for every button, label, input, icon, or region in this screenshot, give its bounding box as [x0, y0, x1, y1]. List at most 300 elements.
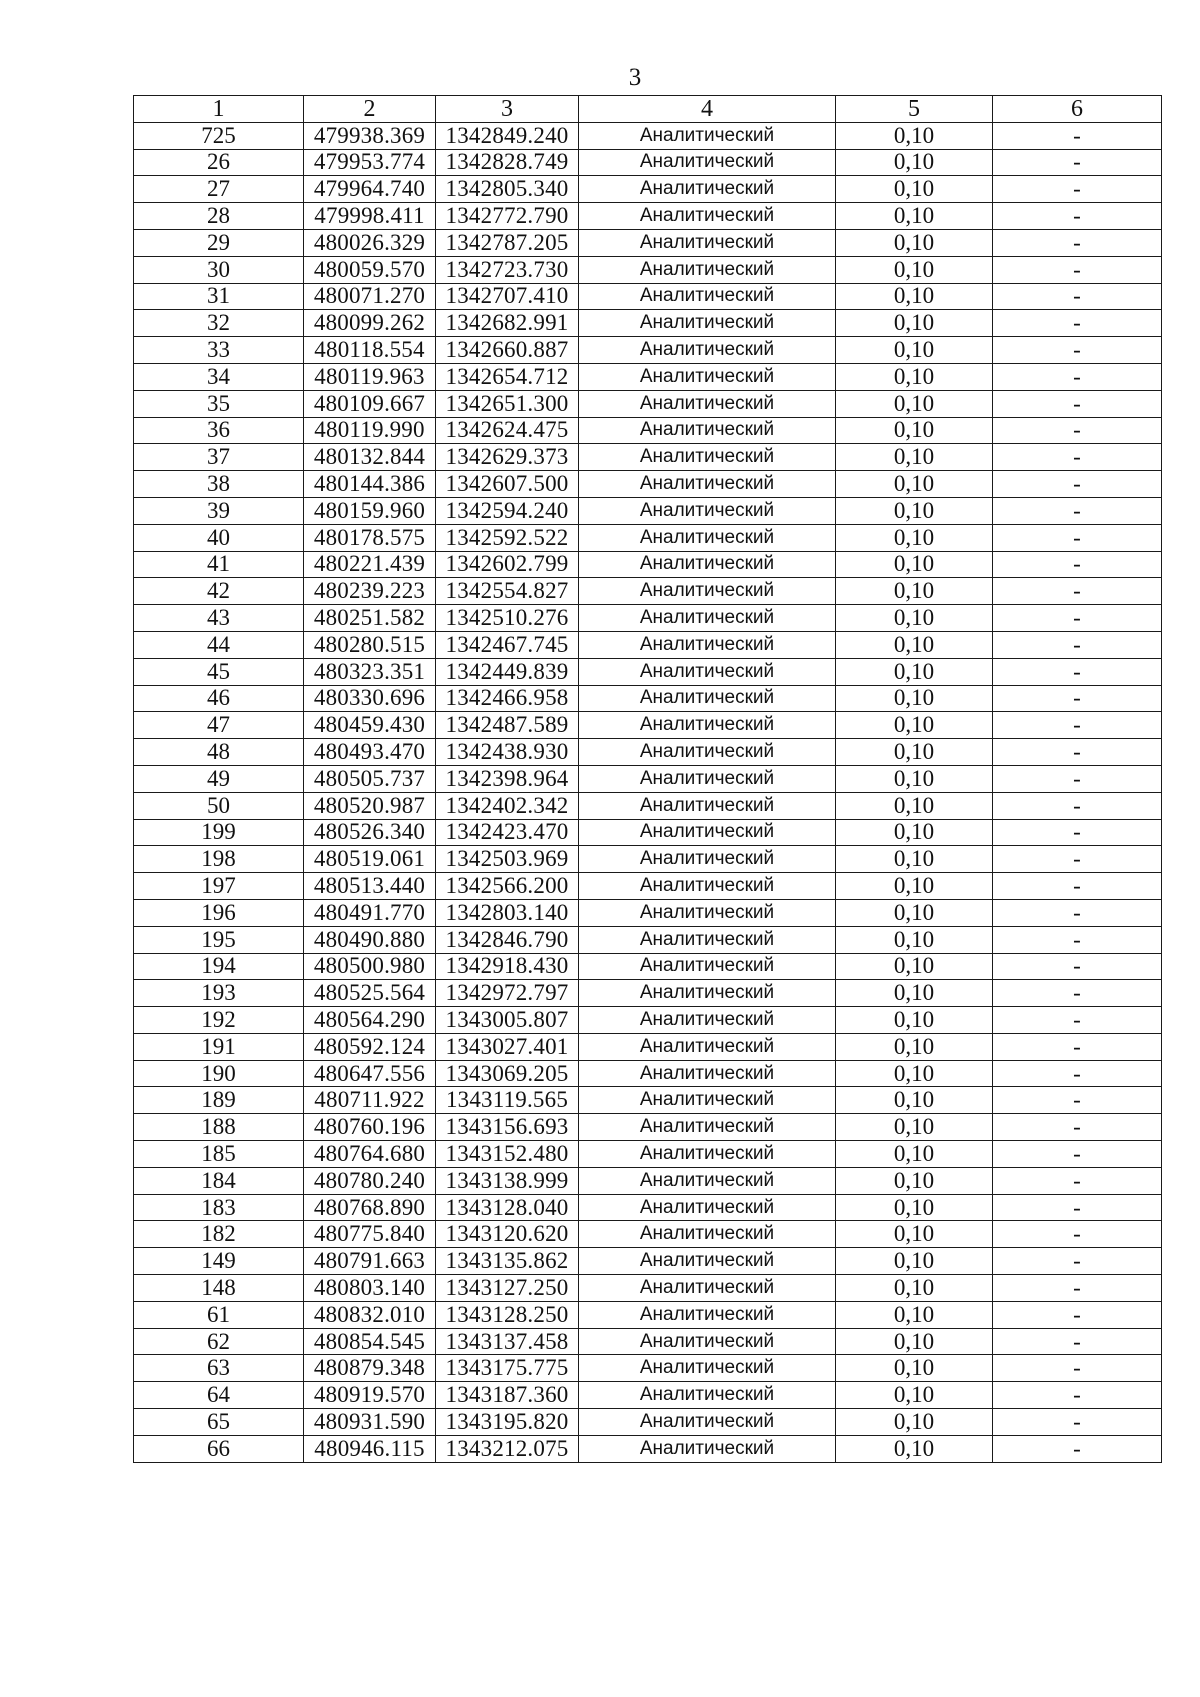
point-number-cell: 62	[134, 1328, 304, 1355]
point-number-cell: 194	[134, 953, 304, 980]
accuracy-cell: 0,10	[836, 578, 993, 605]
y-coordinate-cell: 1342918.430	[436, 953, 579, 980]
note-cell: -	[993, 605, 1162, 632]
y-coordinate-cell: 1342503.969	[436, 846, 579, 873]
y-coordinate-cell: 1342972.797	[436, 980, 579, 1007]
accuracy-cell: 0,10	[836, 846, 993, 873]
table-row	[134, 685, 1162, 712]
x-coordinate-cell: 480491.770	[304, 899, 436, 926]
point-number-cell: 46	[134, 685, 304, 712]
x-coordinate-cell: 480760.196	[304, 1114, 436, 1141]
y-coordinate-cell: 1343069.205	[436, 1060, 579, 1087]
method-cell: Аналитический	[579, 1087, 836, 1114]
point-number-cell: 40	[134, 524, 304, 551]
table-row	[134, 1194, 1162, 1221]
note-cell: -	[993, 739, 1162, 766]
method-cell: Аналитический	[579, 819, 836, 846]
accuracy-cell: 0,10	[836, 256, 993, 283]
accuracy-cell: 0,10	[836, 310, 993, 337]
note-cell: -	[993, 1114, 1162, 1141]
x-coordinate-cell: 480490.880	[304, 926, 436, 953]
note-cell: -	[993, 1221, 1162, 1248]
x-coordinate-cell: 480520.987	[304, 792, 436, 819]
method-cell: Аналитический	[579, 256, 836, 283]
note-cell: -	[993, 792, 1162, 819]
note-cell: -	[993, 873, 1162, 900]
accuracy-cell: 0,10	[836, 658, 993, 685]
column-header: 3	[436, 96, 579, 123]
method-cell: Аналитический	[579, 765, 836, 792]
table-row	[134, 524, 1162, 551]
table-row	[134, 658, 1162, 685]
y-coordinate-cell: 1343119.565	[436, 1087, 579, 1114]
y-coordinate-cell: 1342467.745	[436, 631, 579, 658]
x-coordinate-cell: 480239.223	[304, 578, 436, 605]
y-coordinate-cell: 1342787.205	[436, 229, 579, 256]
note-cell: -	[993, 953, 1162, 980]
point-number-cell: 28	[134, 203, 304, 230]
method-cell: Аналитический	[579, 792, 836, 819]
y-coordinate-cell: 1342607.500	[436, 471, 579, 498]
y-coordinate-cell: 1342624.475	[436, 417, 579, 444]
method-cell: Аналитический	[579, 712, 836, 739]
note-cell: -	[993, 497, 1162, 524]
y-coordinate-cell: 1342846.790	[436, 926, 579, 953]
note-cell: -	[993, 524, 1162, 551]
table-row	[134, 176, 1162, 203]
method-cell: Аналитический	[579, 1301, 836, 1328]
point-number-cell: 195	[134, 926, 304, 953]
accuracy-cell: 0,10	[836, 1382, 993, 1409]
table-row	[134, 203, 1162, 230]
method-cell: Аналитический	[579, 1435, 836, 1462]
table-row	[134, 1007, 1162, 1034]
x-coordinate-cell: 480592.124	[304, 1033, 436, 1060]
x-coordinate-cell: 480946.115	[304, 1435, 436, 1462]
accuracy-cell: 0,10	[836, 1167, 993, 1194]
x-coordinate-cell: 480099.262	[304, 310, 436, 337]
method-cell: Аналитический	[579, 578, 836, 605]
y-coordinate-cell: 1342651.300	[436, 390, 579, 417]
accuracy-cell: 0,10	[836, 739, 993, 766]
x-coordinate-cell: 480132.844	[304, 444, 436, 471]
point-number-cell: 191	[134, 1033, 304, 1060]
method-cell: Аналитический	[579, 229, 836, 256]
table-row	[134, 1087, 1162, 1114]
point-number-cell: 44	[134, 631, 304, 658]
y-coordinate-cell: 1342849.240	[436, 122, 579, 149]
x-coordinate-cell: 480109.667	[304, 390, 436, 417]
point-number-cell: 188	[134, 1114, 304, 1141]
y-coordinate-cell: 1342466.958	[436, 685, 579, 712]
note-cell: -	[993, 631, 1162, 658]
x-coordinate-cell: 480059.570	[304, 256, 436, 283]
note-cell: -	[993, 310, 1162, 337]
accuracy-cell: 0,10	[836, 926, 993, 953]
table-row	[134, 1301, 1162, 1328]
method-cell: Аналитический	[579, 363, 836, 390]
method-cell: Аналитический	[579, 739, 836, 766]
x-coordinate-cell: 480768.890	[304, 1194, 436, 1221]
method-cell: Аналитический	[579, 1409, 836, 1436]
y-coordinate-cell: 1343027.401	[436, 1033, 579, 1060]
table-row	[134, 1033, 1162, 1060]
point-number-cell: 34	[134, 363, 304, 390]
column-header: 5	[836, 96, 993, 123]
point-number-cell: 183	[134, 1194, 304, 1221]
table-row	[134, 149, 1162, 176]
accuracy-cell: 0,10	[836, 1194, 993, 1221]
table-row	[134, 1382, 1162, 1409]
table-row	[134, 819, 1162, 846]
accuracy-cell: 0,10	[836, 1301, 993, 1328]
note-cell: -	[993, 1060, 1162, 1087]
x-coordinate-cell: 480493.470	[304, 739, 436, 766]
table-row	[134, 953, 1162, 980]
method-cell: Аналитический	[579, 337, 836, 364]
note-cell: -	[993, 256, 1162, 283]
table-row	[134, 363, 1162, 390]
y-coordinate-cell: 1342402.342	[436, 792, 579, 819]
table-row	[134, 899, 1162, 926]
table-row	[134, 631, 1162, 658]
table-row	[134, 471, 1162, 498]
point-number-cell: 189	[134, 1087, 304, 1114]
y-coordinate-cell: 1342487.589	[436, 712, 579, 739]
point-number-cell: 27	[134, 176, 304, 203]
x-coordinate-cell: 480513.440	[304, 873, 436, 900]
y-coordinate-cell: 1343137.458	[436, 1328, 579, 1355]
y-coordinate-cell: 1342707.410	[436, 283, 579, 310]
point-number-cell: 42	[134, 578, 304, 605]
point-number-cell: 48	[134, 739, 304, 766]
y-coordinate-cell: 1342828.749	[436, 149, 579, 176]
note-cell: -	[993, 283, 1162, 310]
accuracy-cell: 0,10	[836, 605, 993, 632]
method-cell: Аналитический	[579, 953, 836, 980]
x-coordinate-cell: 480564.290	[304, 1007, 436, 1034]
y-coordinate-cell: 1342682.991	[436, 310, 579, 337]
y-coordinate-cell: 1343120.620	[436, 1221, 579, 1248]
y-coordinate-cell: 1343152.480	[436, 1141, 579, 1168]
point-number-cell: 197	[134, 873, 304, 900]
y-coordinate-cell: 1342654.712	[436, 363, 579, 390]
accuracy-cell: 0,10	[836, 229, 993, 256]
x-coordinate-cell: 480647.556	[304, 1060, 436, 1087]
accuracy-cell: 0,10	[836, 899, 993, 926]
accuracy-cell: 0,10	[836, 337, 993, 364]
x-coordinate-cell: 480505.737	[304, 765, 436, 792]
x-coordinate-cell: 479953.774	[304, 149, 436, 176]
x-coordinate-cell: 480919.570	[304, 1382, 436, 1409]
x-coordinate-cell: 480791.663	[304, 1248, 436, 1275]
note-cell: -	[993, 578, 1162, 605]
x-coordinate-cell: 480931.590	[304, 1409, 436, 1436]
method-cell: Аналитический	[579, 203, 836, 230]
accuracy-cell: 0,10	[836, 203, 993, 230]
x-coordinate-cell: 480711.922	[304, 1087, 436, 1114]
accuracy-cell: 0,10	[836, 1114, 993, 1141]
note-cell: -	[993, 980, 1162, 1007]
x-coordinate-cell: 480525.564	[304, 980, 436, 1007]
method-cell: Аналитический	[579, 1141, 836, 1168]
point-number-cell: 64	[134, 1382, 304, 1409]
table-row	[134, 229, 1162, 256]
table-row	[134, 1328, 1162, 1355]
note-cell: -	[993, 658, 1162, 685]
note-cell: -	[993, 1409, 1162, 1436]
method-cell: Аналитический	[579, 551, 836, 578]
method-cell: Аналитический	[579, 176, 836, 203]
method-cell: Аналитический	[579, 471, 836, 498]
method-cell: Аналитический	[579, 1167, 836, 1194]
note-cell: -	[993, 551, 1162, 578]
point-number-cell: 31	[134, 283, 304, 310]
method-cell: Аналитический	[579, 1248, 836, 1275]
point-number-cell: 63	[134, 1355, 304, 1382]
point-number-cell: 65	[134, 1409, 304, 1436]
note-cell: -	[993, 1141, 1162, 1168]
x-coordinate-cell: 480500.980	[304, 953, 436, 980]
method-cell: Аналитический	[579, 899, 836, 926]
x-coordinate-cell: 480071.270	[304, 283, 436, 310]
table-header-row	[134, 96, 1162, 123]
y-coordinate-cell: 1343135.862	[436, 1248, 579, 1275]
table-row	[134, 283, 1162, 310]
method-cell: Аналитический	[579, 283, 836, 310]
x-coordinate-cell: 480832.010	[304, 1301, 436, 1328]
table-row	[134, 1141, 1162, 1168]
x-coordinate-cell: 480854.545	[304, 1328, 436, 1355]
x-coordinate-cell: 480323.351	[304, 658, 436, 685]
y-coordinate-cell: 1342602.799	[436, 551, 579, 578]
x-coordinate-cell: 480178.575	[304, 524, 436, 551]
note-cell: -	[993, 1248, 1162, 1275]
table-row	[134, 712, 1162, 739]
table-row	[134, 310, 1162, 337]
note-cell: -	[993, 203, 1162, 230]
table-row	[134, 765, 1162, 792]
x-coordinate-cell: 480144.386	[304, 471, 436, 498]
table-row	[134, 417, 1162, 444]
accuracy-cell: 0,10	[836, 792, 993, 819]
x-coordinate-cell: 480026.329	[304, 229, 436, 256]
y-coordinate-cell: 1343187.360	[436, 1382, 579, 1409]
method-cell: Аналитический	[579, 390, 836, 417]
note-cell: -	[993, 337, 1162, 364]
table-row	[134, 1275, 1162, 1302]
y-coordinate-cell: 1343156.693	[436, 1114, 579, 1141]
x-coordinate-cell: 480526.340	[304, 819, 436, 846]
x-coordinate-cell: 480459.430	[304, 712, 436, 739]
point-number-cell: 38	[134, 471, 304, 498]
point-number-cell: 30	[134, 256, 304, 283]
note-cell: -	[993, 471, 1162, 498]
point-number-cell: 32	[134, 310, 304, 337]
table-row	[134, 926, 1162, 953]
x-coordinate-cell: 479938.369	[304, 122, 436, 149]
accuracy-cell: 0,10	[836, 176, 993, 203]
method-cell: Аналитический	[579, 1194, 836, 1221]
point-number-cell: 33	[134, 337, 304, 364]
note-cell: -	[993, 1167, 1162, 1194]
point-number-cell: 43	[134, 605, 304, 632]
note-cell: -	[993, 1275, 1162, 1302]
table-row	[134, 1221, 1162, 1248]
x-coordinate-cell: 480280.515	[304, 631, 436, 658]
point-number-cell: 50	[134, 792, 304, 819]
table-row	[134, 578, 1162, 605]
method-cell: Аналитический	[579, 658, 836, 685]
y-coordinate-cell: 1343127.250	[436, 1275, 579, 1302]
table-row	[134, 444, 1162, 471]
accuracy-cell: 0,10	[836, 551, 993, 578]
column-header: 6	[993, 96, 1162, 123]
column-header: 1	[134, 96, 304, 123]
method-cell: Аналитический	[579, 1328, 836, 1355]
accuracy-cell: 0,10	[836, 149, 993, 176]
method-cell: Аналитический	[579, 1060, 836, 1087]
table-row	[134, 1435, 1162, 1462]
y-coordinate-cell: 1342660.887	[436, 337, 579, 364]
table-row	[134, 256, 1162, 283]
point-number-cell: 49	[134, 765, 304, 792]
accuracy-cell: 0,10	[836, 1087, 993, 1114]
x-coordinate-cell: 480119.990	[304, 417, 436, 444]
point-number-cell: 37	[134, 444, 304, 471]
accuracy-cell: 0,10	[836, 1409, 993, 1436]
note-cell: -	[993, 1033, 1162, 1060]
table-row	[134, 497, 1162, 524]
point-number-cell: 66	[134, 1435, 304, 1462]
table-row	[134, 1355, 1162, 1382]
point-number-cell: 148	[134, 1275, 304, 1302]
point-number-cell: 39	[134, 497, 304, 524]
accuracy-cell: 0,10	[836, 283, 993, 310]
point-number-cell: 45	[134, 658, 304, 685]
accuracy-cell: 0,10	[836, 873, 993, 900]
accuracy-cell: 0,10	[836, 471, 993, 498]
y-coordinate-cell: 1343212.075	[436, 1435, 579, 1462]
point-number-cell: 47	[134, 712, 304, 739]
accuracy-cell: 0,10	[836, 363, 993, 390]
point-number-cell: 26	[134, 149, 304, 176]
method-cell: Аналитический	[579, 310, 836, 337]
accuracy-cell: 0,10	[836, 819, 993, 846]
y-coordinate-cell: 1343195.820	[436, 1409, 579, 1436]
note-cell: -	[993, 1194, 1162, 1221]
x-coordinate-cell: 480159.960	[304, 497, 436, 524]
note-cell: -	[993, 149, 1162, 176]
page-number: 3	[628, 64, 642, 91]
accuracy-cell: 0,10	[836, 1328, 993, 1355]
table-row	[134, 1167, 1162, 1194]
table-row	[134, 551, 1162, 578]
accuracy-cell: 0,10	[836, 1355, 993, 1382]
table-row	[134, 1114, 1162, 1141]
x-coordinate-cell: 480118.554	[304, 337, 436, 364]
note-cell: -	[993, 899, 1162, 926]
accuracy-cell: 0,10	[836, 390, 993, 417]
x-coordinate-cell: 480330.696	[304, 685, 436, 712]
x-coordinate-cell: 480775.840	[304, 1221, 436, 1248]
accuracy-cell: 0,10	[836, 685, 993, 712]
point-number-cell: 36	[134, 417, 304, 444]
accuracy-cell: 0,10	[836, 444, 993, 471]
column-header: 4	[579, 96, 836, 123]
y-coordinate-cell: 1343175.775	[436, 1355, 579, 1382]
point-number-cell: 184	[134, 1167, 304, 1194]
note-cell: -	[993, 819, 1162, 846]
point-number-cell: 725	[134, 122, 304, 149]
y-coordinate-cell: 1343138.999	[436, 1167, 579, 1194]
y-coordinate-cell: 1342438.930	[436, 739, 579, 766]
method-cell: Аналитический	[579, 1114, 836, 1141]
y-coordinate-cell: 1343128.040	[436, 1194, 579, 1221]
note-cell: -	[993, 712, 1162, 739]
method-cell: Аналитический	[579, 417, 836, 444]
y-coordinate-cell: 1342803.140	[436, 899, 579, 926]
table-row	[134, 390, 1162, 417]
method-cell: Аналитический	[579, 1382, 836, 1409]
y-coordinate-cell: 1342772.790	[436, 203, 579, 230]
accuracy-cell: 0,10	[836, 765, 993, 792]
note-cell: -	[993, 926, 1162, 953]
accuracy-cell: 0,10	[836, 712, 993, 739]
note-cell: -	[993, 846, 1162, 873]
accuracy-cell: 0,10	[836, 122, 993, 149]
accuracy-cell: 0,10	[836, 1221, 993, 1248]
table-row	[134, 1248, 1162, 1275]
table-row	[134, 980, 1162, 1007]
note-cell: -	[993, 1355, 1162, 1382]
note-cell: -	[993, 363, 1162, 390]
table-row	[134, 1409, 1162, 1436]
note-cell: -	[993, 176, 1162, 203]
note-cell: -	[993, 390, 1162, 417]
table-body	[134, 122, 1162, 1462]
point-number-cell: 198	[134, 846, 304, 873]
method-cell: Аналитический	[579, 685, 836, 712]
accuracy-cell: 0,10	[836, 953, 993, 980]
point-number-cell: 61	[134, 1301, 304, 1328]
y-coordinate-cell: 1342398.964	[436, 765, 579, 792]
method-cell: Аналитический	[579, 873, 836, 900]
y-coordinate-cell: 1343005.807	[436, 1007, 579, 1034]
note-cell: -	[993, 1328, 1162, 1355]
column-header: 2	[304, 96, 436, 123]
accuracy-cell: 0,10	[836, 1033, 993, 1060]
method-cell: Аналитический	[579, 444, 836, 471]
accuracy-cell: 0,10	[836, 417, 993, 444]
accuracy-cell: 0,10	[836, 1275, 993, 1302]
point-number-cell: 185	[134, 1141, 304, 1168]
accuracy-cell: 0,10	[836, 1007, 993, 1034]
x-coordinate-cell: 479998.411	[304, 203, 436, 230]
table-row	[134, 873, 1162, 900]
point-number-cell: 193	[134, 980, 304, 1007]
x-coordinate-cell: 480764.680	[304, 1141, 436, 1168]
y-coordinate-cell: 1343128.250	[436, 1301, 579, 1328]
x-coordinate-cell: 480519.061	[304, 846, 436, 873]
accuracy-cell: 0,10	[836, 1060, 993, 1087]
x-coordinate-cell: 480780.240	[304, 1167, 436, 1194]
y-coordinate-cell: 1342554.827	[436, 578, 579, 605]
y-coordinate-cell: 1342629.373	[436, 444, 579, 471]
note-cell: -	[993, 444, 1162, 471]
note-cell: -	[993, 122, 1162, 149]
note-cell: -	[993, 229, 1162, 256]
